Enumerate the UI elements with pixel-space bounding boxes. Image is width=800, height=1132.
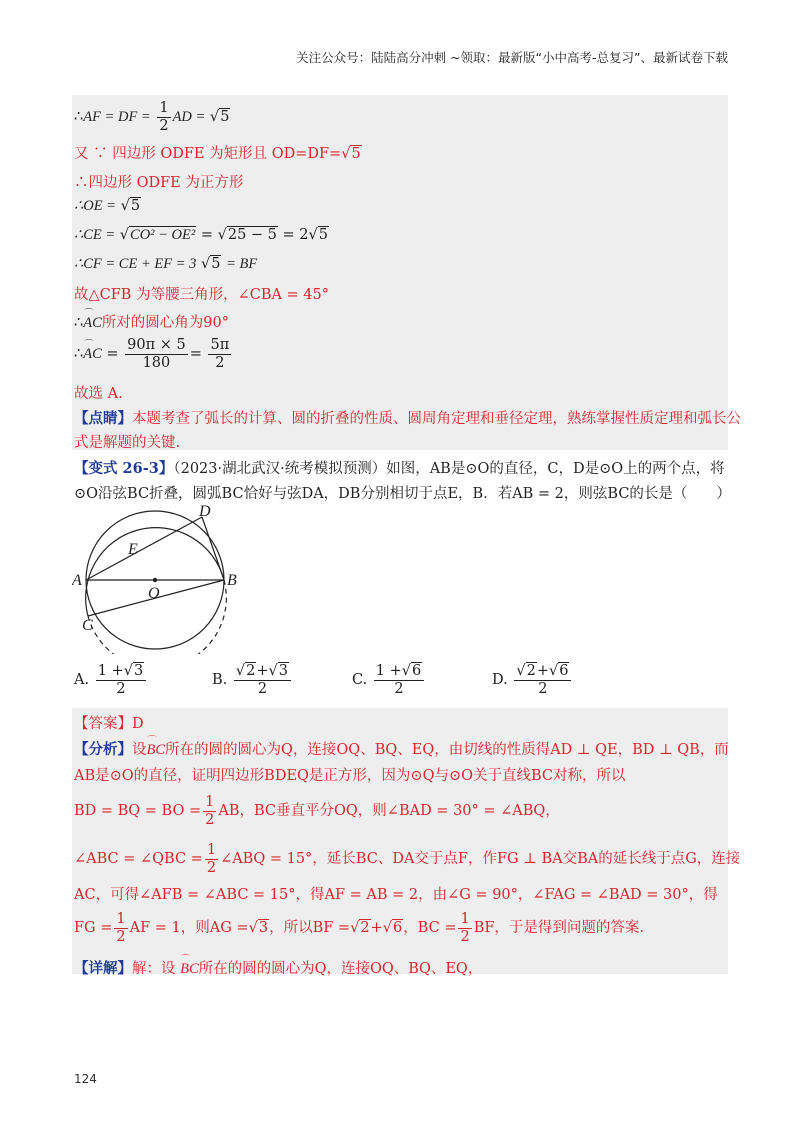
analysis-line-3: BD = BQ = BO = $\frac{1}{2}$ AB，BC垂直平分OQ，则∠BAD = 30° = ∠ABQ， [74, 794, 560, 828]
fraction: $\frac{1}{2}$ [159, 100, 169, 134]
label-o: O [148, 585, 160, 602]
page-number: 124 [74, 1072, 97, 1086]
label-c: C [82, 617, 93, 634]
chord-ad [86, 517, 202, 580]
analysis-line-2: AB是⊙O的直径，证明四边形BDEQ是正方形，因为⊙Q与⊙O关于直线BC对称，所以 [74, 768, 626, 784]
solution-line-7: 故△CFB 为等腰三角形，∠CBA = 45° [74, 287, 330, 303]
solution-line-6: ∴CF = CE + EF = 3 √5 = BF [74, 256, 258, 272]
solution-line-8: ∴⌒ AC所对的圆心角为90° [74, 311, 229, 332]
option-b[interactable]: B. $\frac{√2+√3}{2}$ [212, 663, 293, 697]
label-b: B [227, 572, 237, 589]
geometry-figure [72, 504, 272, 654]
page-header: 关注公众号：陆陆高分冲刺 ~领取：最新版“小中高考-总复习”、最新试卷下载 [296, 50, 728, 65]
detail-line: 【详解】解：设 ⌒ BC所在的圆的圆心为Q，连接OQ、BQ、EQ， [74, 957, 482, 978]
option-c[interactable]: C. $\frac{1 +√6}{2}$ [352, 663, 426, 697]
solution-line-5: ∴CE = √CO² − OE² = √25 − 5 = 2√5 [74, 227, 328, 243]
question-line-2: ⊙O沿弦BC折叠，圆弧BC恰好与弦DA，DB分别相切于点E，B．若AB = 2，则弦BC的长是（ ） [74, 486, 731, 502]
center-dot [153, 578, 157, 582]
analysis-line-5: AC，可得∠AFB = ∠ABC = 15°，得AF = AB = 2，由∠G = 90°，∠FAG = ∠BAD = 30°，得 [74, 887, 718, 903]
option-a[interactable]: A. $\frac{1 +√3}{2}$ [74, 663, 148, 697]
analysis-line-4: ∠ABC = ∠QBC = $\frac{1}{2}$ ∠ABQ = 15°，延长BC、DA交于点F，作FG ⊥ BA交BA的延长线于点G，连接 [74, 842, 741, 876]
folded-arc [86, 528, 224, 616]
remark-line-1: 【点睛】本题考查了弧长的计算、圆的折叠的性质、圆周角定理和垂径定理，熟练掌握性质定理和弧长公 [74, 410, 741, 427]
solution-line-10: 故选 A. [74, 386, 123, 402]
label-a: A [72, 572, 82, 589]
analysis-line-6: FG = $\frac{1}{2}$ AF = 1，则AG =√3，所以BF =√2+√6，BC = $\frac{1}{2}$ BF，于是得到问题的答案. [74, 911, 645, 945]
solution-line-4: ∴OE = √5 [74, 198, 141, 214]
chord-db [202, 517, 224, 580]
remark-line-2: 式是解题的关键. [74, 435, 181, 451]
solution-line-3: ∴四边形 ODFE 为正方形 [74, 175, 244, 191]
solution-line-2: 又 ∵ 四边形 ODFE 为矩形且 OD=DF=√5 [74, 146, 361, 162]
label-d: D [199, 504, 211, 520]
label-e: E [128, 541, 138, 558]
question-line-1: 【变式 26-3】（2023·湖北武汉·统考模拟预测）如图，AB是⊙O的直径，C，D是⊙O上的两个点，将 [74, 460, 725, 477]
solution-line-1: ∴AF = DF = $\frac{1}{2}$ AD = √5 [74, 100, 230, 134]
solution-line-9: ∴⌒ AC = $\frac{90\pi \times 5}{180}$ = $\frac{5\pi}{2}$ [74, 337, 233, 371]
answer-line: 【答案】D [74, 716, 144, 732]
analysis-line-1: 【分析】设⌒ BC所在的圆的圆心为Q，连接OQ、BQ、EQ，由切线的性质得AD ⊥ QE，BD ⊥ QB，而 [74, 738, 729, 759]
option-d[interactable]: D. $\frac{√2+√6}{2}$ [492, 663, 573, 697]
